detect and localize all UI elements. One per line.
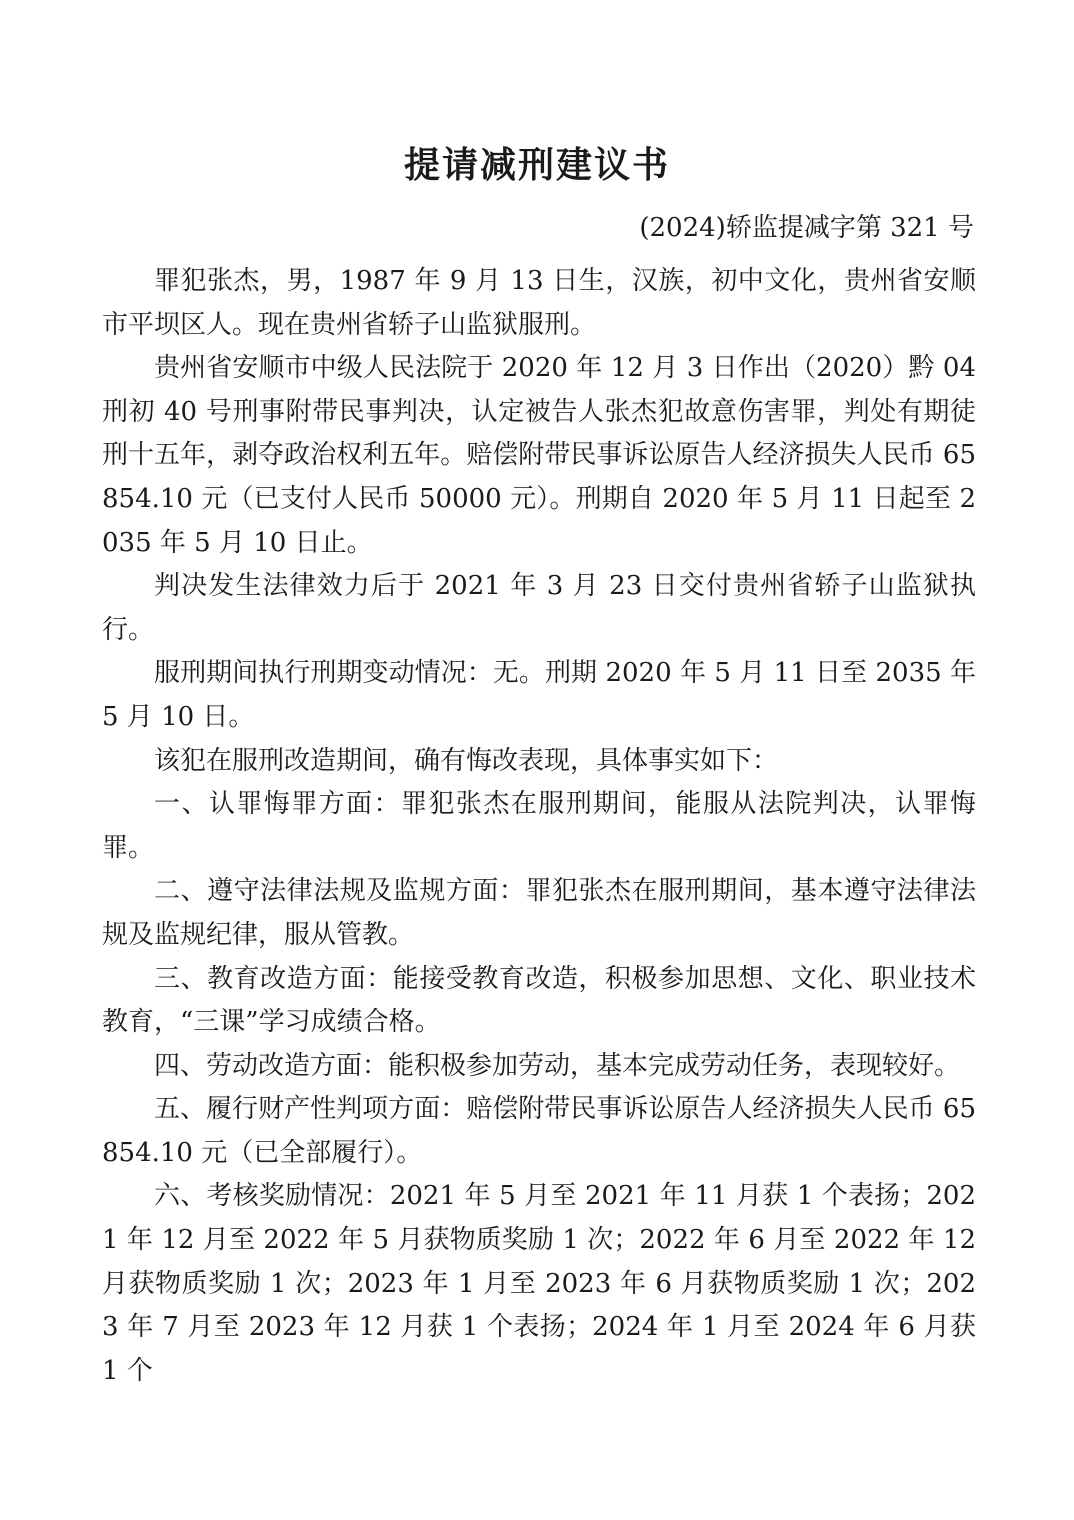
paragraph-law-abiding: 二、遵守法律法规及监规方面：罪犯张杰在服刑期间，基本遵守法律法规及监规纪律，服从管教。	[102, 876, 976, 950]
paragraph-repentance: 一、认罪悔罪方面：罪犯张杰在服刑期间，能服从法院判决，认罪悔罪。	[102, 789, 976, 863]
paragraph-intro-facts: 该犯在服刑改造期间，确有悔改表现，具体事实如下：	[154, 745, 779, 776]
paragraph-delivery: 判决发生法律效力后于 2021 年 3 月 23 日交付贵州省轿子山监狱执行。	[102, 571, 976, 645]
paragraph-rewards: 六、考核奖励情况：2021 年 5 月至 2021 年 11 月获 1 个表扬；2021 年 12 月至 2022 年 5 月获物质奖励 1 次；2022 年 6 月至 2022 年 12 月获物质奖励 1 次；2023 年 1 月至 2023 年 6 月获物质奖励 1 次；2023 年 7 月至 2023 年 12 月获 1 个表扬；2024 年 1 月至 2024 年 6 月获 1 个	[102, 1181, 976, 1386]
document-body	[102, 260, 976, 1393]
document-number: (2024)轿监提减字第 321 号	[639, 213, 974, 243]
paragraph-property: 五、履行财产性判项方面：赔偿附带民事诉讼原告人经济损失人民币 65854.10 元（已全部履行）。	[102, 1094, 976, 1168]
paragraph-judgment: 贵州省安顺市中级人民法院于 2020 年 12 月 3 日作出（2020）黔 04 刑初 40 号刑事附带民事判决，认定被告人张杰犯故意伤害罪，判处有期徒刑十五年，剥夺政治权利五年。赔偿附带民事诉讼原告人经济损失人民币 65854.10 元（已支付人民币 50000 元）。刑期自 2020 年 5 月 11 日起至 2035 年 5 月 10 日止。	[102, 353, 976, 558]
paragraph-education: 三、教育改造方面：能接受教育改造，积极参加思想、文化、职业技术教育，“三课”学习成绩合格。	[102, 963, 976, 1038]
paragraph-basic-info: 罪犯张杰，男，1987 年 9 月 13 日生，汉族，初中文化，贵州省安顺市平坝区人。现在贵州省轿子山监狱服刑。	[102, 266, 976, 340]
paragraph-labor: 四、劳动改造方面：能积极参加劳动，基本完成劳动任务，表现较好。	[154, 1050, 961, 1081]
document-title: 提请减刑建议书	[403, 145, 670, 186]
paragraph-term-changes: 服刑期间执行刑期变动情况：无。刑期 2020 年 5 月 11 日至 2035 年 5 月 10 日。	[102, 658, 976, 732]
